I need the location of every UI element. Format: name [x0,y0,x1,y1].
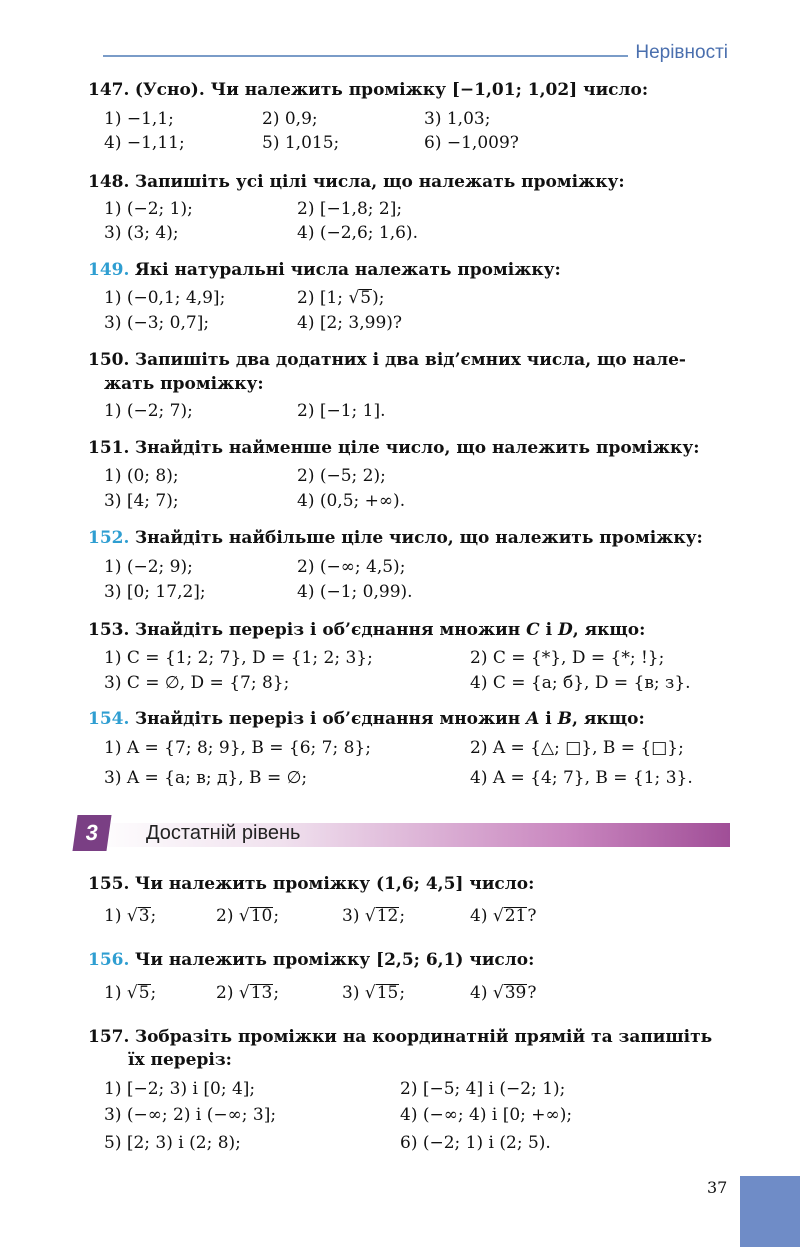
problem-number: 151. [88,438,130,458]
option: 1) (−2; 7); [104,401,193,421]
option: 4) (−∞; 4) і [0; +∞); [400,1105,573,1125]
level-badge: 3 [72,815,111,851]
section-title: Нерівності [635,42,728,63]
problem-title: Знайдіть переріз і об’єднання множин C і D, якщо: [134,620,646,640]
option: 4) −1,11; [104,133,185,153]
option: 3) [0; 17,2]; [104,582,206,602]
option: 2) (−∞; 4,5); [297,557,406,577]
option: 1) C = {1; 2; 7}, D = {1; 2; 3}; [104,648,373,668]
option: 3) (−∞; 2) і (−∞; 3]; [104,1105,277,1125]
problem-title: Запишіть два додатних і два від’ємних числа, що нале- [134,350,686,370]
problem-title: Запишіть усі цілі числа, що належать проміжку: [134,172,625,192]
option: 3) [4; 7); [104,491,179,511]
option: 1) −1,1; [104,109,174,129]
page-number: 37 [707,1178,728,1197]
problem-title: Чи належить проміжку (1,6; 4,5] число: [134,874,535,894]
problem-number: 156. [88,950,130,970]
option: 1) [−2; 3) і [0; 4]; [104,1079,256,1099]
page-corner-tab [740,1176,800,1247]
option: 4) A = {4; 7}, B = {1; 3}. [470,768,693,788]
problem-number: 149. [88,260,130,280]
problem-number: 153. [88,620,130,640]
problem-152-heading [88,528,703,548]
option: 4) (−2,6; 1,6). [297,223,418,243]
sqrt-radicand: 5 [360,288,372,308]
problem-153-heading [88,620,645,640]
problem-154-heading [88,709,645,729]
problem-150-heading [88,350,686,370]
option: 2) [−1; 1]. [297,401,386,421]
problem-147-heading [88,80,648,100]
option: 4) [2; 3,99)? [297,313,403,333]
problem-title-continued: їх переріз: [128,1050,232,1070]
problem-number: 148. [88,172,130,192]
problem-148-heading [88,172,625,192]
problem-number: 152. [88,528,130,548]
problem-156-heading [88,950,534,970]
problem-title: Знайдіть найбільше ціле число, що належить проміжку: [134,528,703,548]
option: 2) A = {△; □}, B = {□}; [470,738,684,758]
option: 3) (3; 4); [104,223,179,243]
problem-title: Чи належить проміжку [2,5; 6,1) число: [134,950,535,970]
option: 4) C = {а; б}, D = {в; з}. [470,673,691,693]
option: 3) √15; [342,983,406,1003]
problem-149-heading [88,260,561,280]
problem-title: Знайдіть переріз і об’єднання множин A і B, якщо: [134,709,645,729]
problem-number: 155. [88,874,130,894]
option: 3) √12; [342,906,406,926]
problem-number: 154. [88,709,130,729]
option: 2) [1; √5); [297,288,385,308]
problem-title: (Усно). Чи належить проміжку [−1,01; 1,02] число: [134,80,649,100]
option: 4) (−1; 0,99). [297,582,413,602]
option: 2) C = {*}, D = {*; !}; [470,648,665,668]
problem-155-heading [88,874,534,894]
problem-title: Знайдіть найменше ціле число, що належить проміжку: [134,438,700,458]
problem-title-continued: жать проміжку: [104,374,264,394]
option: 3) C = ∅, D = {7; 8}; [104,673,290,693]
option: 5) 1,015; [262,133,340,153]
option: 2) (−5; 2); [297,466,386,486]
option: 5) [2; 3) і (2; 8); [104,1133,241,1153]
problem-number: 150. [88,350,130,370]
option: 2) √10; [216,906,280,926]
problem-title: Які натуральні числа належать проміжку: [134,260,561,280]
problem-number: 157. [88,1027,130,1047]
option: 6) −1,009? [424,133,519,153]
option: 1) √3; [104,906,157,926]
option: 1) (−2; 9); [104,557,193,577]
problem-157-heading [88,1027,712,1047]
option: 2) [−1,8; 2]; [297,199,403,219]
option: 1) A = {7; 8; 9}, B = {6; 7; 8}; [104,738,371,758]
option: 6) (−2; 1) і (2; 5). [400,1133,551,1153]
option: 4) (0,5; +∞). [297,491,406,511]
option: 3) 1,03; [424,109,491,129]
option: 1) √5; [104,983,157,1003]
option: 2) [−5; 4] і (−2; 1); [400,1079,566,1099]
option: 4) √39? [470,983,537,1003]
option: 3) A = {а; в; д}, B = ∅; [104,768,308,788]
option: 2) 0,9; [262,109,318,129]
option: 3) (−3; 0,7]; [104,313,210,333]
option: 4) √21? [470,906,537,926]
option: 1) (−0,1; 4,9]; [104,288,226,308]
level-label: Достатній рівень [146,822,301,844]
problem-151-heading [88,438,700,458]
header-rule [103,55,628,57]
problem-title: Зобразіть проміжки на координатній прямій та запишіть [134,1027,713,1047]
option: 1) (0; 8); [104,466,179,486]
option: 1) (−2; 1); [104,199,193,219]
option: 2) √13; [216,983,280,1003]
problem-number: 147. [88,80,130,100]
